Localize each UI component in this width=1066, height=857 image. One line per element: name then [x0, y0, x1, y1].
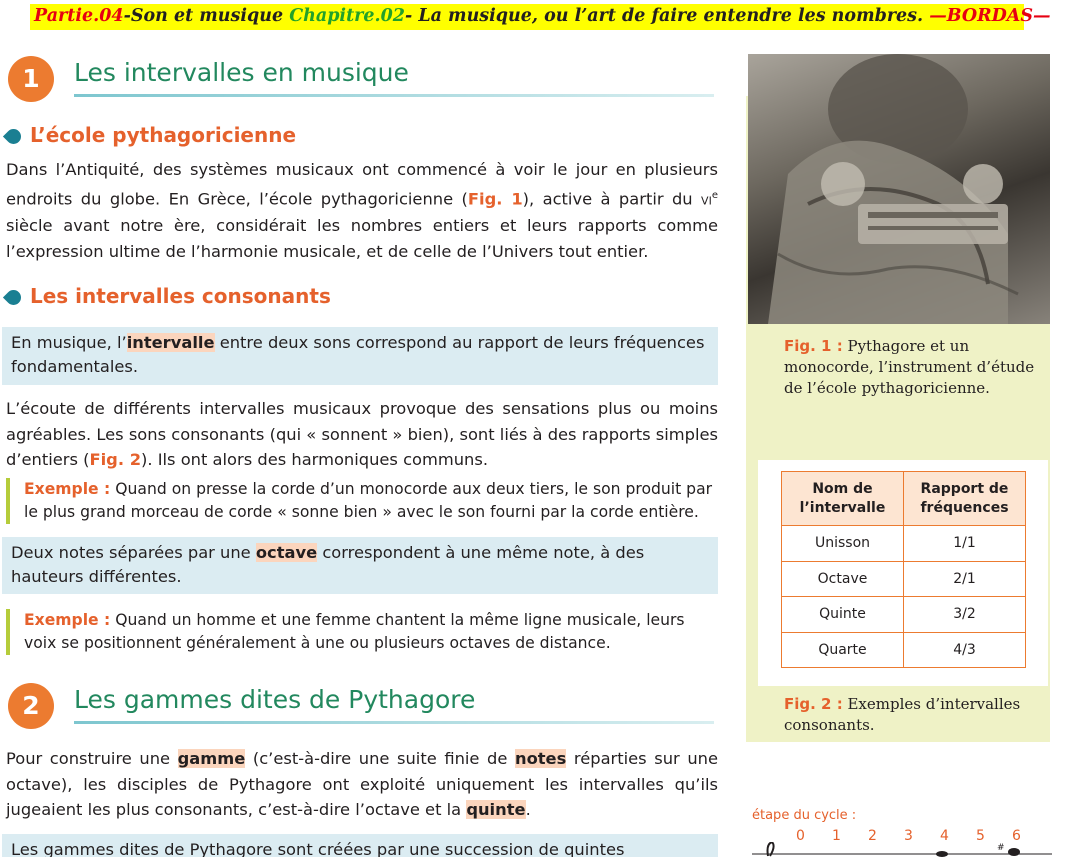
table-row [782, 561, 1026, 597]
header-part-title: -Son et musique [123, 6, 290, 26]
header-publisher: —BORDAS— [929, 6, 1051, 26]
pythagorean-scale-box [2, 834, 718, 857]
octave-definition-box [2, 537, 718, 594]
subsection-bullet-icon [3, 287, 24, 308]
pythagorean-text-1: Dans l’Antiquité, des systèmes musicaux ont commencé à voir le jour en plusieurs endroits du globe. En Grèce, l’école pythagoricienne ( [6, 160, 718, 208]
century-numeral: VI [701, 193, 712, 207]
table-row [782, 526, 1026, 562]
frequency-ratio-cell: 2/1 [904, 561, 1026, 597]
example-voices-text: Quand un homme et une femme chantent la même ligne musicale, leurs voix se positionnent généralement à une ou plusieurs octaves de distance. [24, 611, 685, 652]
cycle-step-number: 3 [904, 828, 913, 844]
scale-paragraph [6, 746, 718, 823]
scale-text-2: (c’est-à-dire une suite finie de [245, 749, 515, 768]
column-header-frequency-ratio: Rapport de fréquences [904, 472, 1026, 526]
interval-name-cell: Quarte [782, 632, 904, 668]
sculpture-illustration [748, 54, 1050, 324]
term-notes: notes [514, 749, 567, 768]
fig-2-label: Fig. 2 : [784, 695, 843, 713]
example-monochord-text: Quand on presse la corde d’un monocorde aux deux tiers, le son produit par le plus grand morceau de corde « sonne bien » avec le son fourni par la corde entière. [24, 480, 713, 521]
subsection-pythagorean-heading [6, 121, 406, 151]
header-part: Partie.04 [34, 6, 124, 26]
term-octave: octave [255, 543, 318, 562]
cycle-step-number: 6 [1012, 828, 1021, 844]
pythagorean-scale-text: Les gammes dites de Pythagore sont créées par une succession de quintes [11, 840, 625, 857]
section-1-number-badge: 1 [8, 56, 54, 102]
section-2-rule [74, 721, 714, 724]
term-quinte: quinte [466, 800, 526, 819]
cycle-step-label: étape du cycle : [752, 808, 857, 823]
octave-text-1: Deux notes séparées par une [11, 543, 256, 562]
example-voices [6, 609, 718, 655]
consonance-paragraph [6, 396, 718, 473]
table-row [782, 632, 1026, 668]
section-1-rule [74, 94, 714, 97]
section-1-heading [8, 56, 720, 96]
subsection-consonant-title: Les intervalles consonants [30, 284, 331, 308]
definition-text-2: entre deux sons correspond au rapport de leurs fréquences fondamentales. [11, 333, 705, 376]
table-header-row [782, 472, 1026, 526]
frequency-ratio-cell: 1/1 [904, 526, 1026, 562]
interval-name-cell: Unisson [782, 526, 904, 562]
pythagorean-paragraph [6, 157, 718, 264]
table-row [782, 597, 1026, 633]
fig-2-reference: Fig. 2 [89, 450, 142, 469]
column-header-interval-name: Nom de l’intervalle [782, 472, 904, 526]
interval-name-cell: Octave [782, 561, 904, 597]
section-1-title: Les intervalles en musique [74, 58, 409, 87]
subsection-consonant-heading [6, 282, 406, 312]
fig-1-caption-text: Pythagore et un monocorde, l’instrument d’étude de l’école pythagoricienne. [784, 337, 1035, 397]
octave-text-2: correspondent à une même note, à des hauteurs différentes. [11, 543, 645, 586]
fig-2-caption-text: Exemples d’intervalles consonants. [784, 695, 1021, 734]
fig-2-caption [784, 694, 1046, 736]
section-2-number-badge: 2 [8, 683, 54, 729]
pythagorean-text-2: ), active à partir du [522, 188, 702, 208]
fig-1-reference: Fig. 1 [467, 188, 523, 208]
frequency-ratio-cell: 3/2 [904, 597, 1026, 633]
subsection-bullet-icon [3, 126, 24, 147]
term-gamme: gamme [177, 749, 246, 768]
century-superscript: e [711, 189, 718, 201]
header-chapter: Chapitre.02 [289, 6, 405, 26]
pythagoras-sculpture-photo [748, 54, 1050, 324]
section-2-title: Les gammes dites de Pythagore [74, 685, 476, 714]
scale-text-1: Pour construire une [6, 749, 178, 768]
cycle-step-number: 1 [832, 828, 841, 844]
cycle-step-number: 5 [976, 828, 985, 844]
consonance-text-1: L’écoute de différents intervalles musicaux provoque des sensations plus ou moins agréables. Les sons consonants (qui « sonnent » bien), sont liés à des rapports simples d’entiers ( [6, 399, 718, 469]
example-label: Exemple : [24, 480, 111, 498]
svg-text:#: # [997, 843, 1005, 853]
cycle-step-number: 2 [868, 828, 877, 844]
definition-text-1: En musique, l’ [11, 333, 127, 352]
scale-text-4: . [525, 800, 531, 819]
example-label: Exemple : [24, 611, 111, 629]
header-chapter-title: - La musique, ou l’art de faire entendre les nombres. [404, 6, 930, 26]
interval-definition-box [2, 327, 718, 385]
fig-1-label: Fig. 1 : [784, 337, 843, 355]
subsection-pythagorean-title: L’école pythagoricienne [30, 123, 297, 147]
fig-1-caption [784, 336, 1046, 399]
scale-text-3: réparties sur une octave), les disciples de Pythagore ont exploité uniquement les intervalles qu’ils jugeaient les plus consonants, c’est-à-dire l’octave et la [6, 749, 718, 819]
pythagorean-text-3: siècle avant notre ère, considérait les nombres entiers et leurs rapports comme l’expression ultime de l’harmonie musicale, et de celle de l’Univers tout entier. [6, 216, 718, 261]
music-staff [752, 842, 1052, 857]
cycle-step-number: 4 [940, 828, 949, 844]
cycle-step-number: 0 [796, 828, 805, 844]
intervals-table [781, 471, 1026, 668]
interval-name-cell: Quinte [782, 597, 904, 633]
header-title [34, 5, 1051, 27]
example-monochord [6, 478, 718, 524]
section-2-heading [8, 683, 720, 723]
term-intervalle: intervalle [126, 333, 215, 352]
frequency-ratio-cell: 4/3 [904, 632, 1026, 668]
consonance-text-2: ). Ils ont alors des harmoniques communs. [141, 450, 489, 469]
